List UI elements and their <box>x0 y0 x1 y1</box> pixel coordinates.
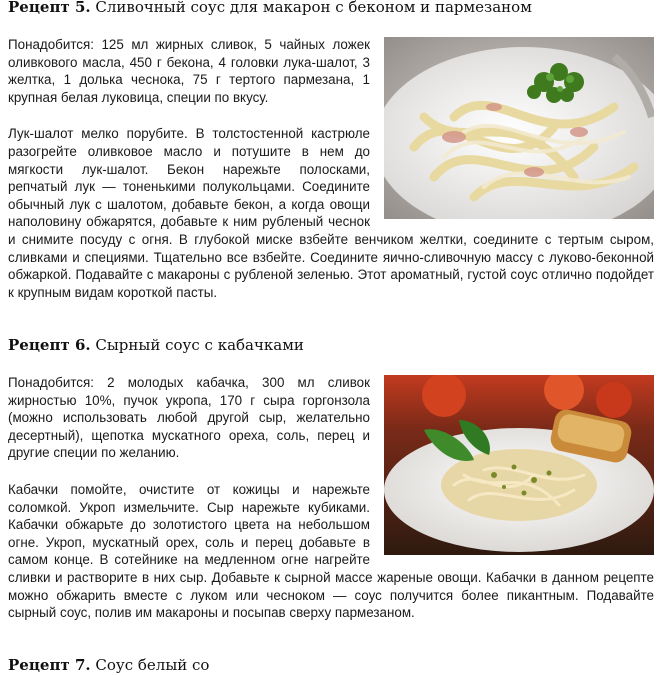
recipe-6-label: Рецепт 6. <box>8 336 91 354</box>
creamy-pasta-photo <box>384 37 654 219</box>
recipe-6-heading <box>8 335 654 355</box>
recipe-7-title: Соус белый со <box>95 656 210 674</box>
cheese-pasta-photo <box>384 375 654 555</box>
recipe-5-title: Сливочный соус для макарон с беконом и пармезаном <box>95 0 532 16</box>
recipe-6-steps: Кабачки помойте, очистите от кожицы и нарежьте соломкой. Укроп измельчите. Сыр нарежьте кубиками. Кабачки обжарьте до золотистого цвета на небольшом огне. Укроп, мускатный орех, соль и перец добавьте в самом конце. В сотейнике на медленном огне нагрейте сливки и растворите в них сыр. Добавьте к сырной массе жареные овощи. Кабачки в данном рецепте можно обжарить вместе с луком или чесноком — соус получится более пикантным. Подавайте сырный соус, полив им макароны и посыпав сверху пармезаном. <box>8 481 654 621</box>
recipe-5 <box>8 0 654 301</box>
recipe-5-steps: Лук-шалот мелко порубите. В толстостенной кастрюле разогрейте оливковое масло и потушите в нем до мягкости лук-шалот. Бекон нарежьте полосками, репчатый лук — тоненькими полукольцами. Соедините обычный лук с шалотом, добавьте бекон, а когда овощи наполовину обжарятся, добавьте к ним рубленый чеснок и снимите посуду с огня. В глубокой миске взбейте венчиком желтки, соедините с тертым сыром, сливками и специями. Тщательно все взбейте. Соедините яично-сливочную массу с луково-беконной обжаркой. Подавайте с макароны с рубленой зеленью. Этот ароматный, густой соус отлично подойдет к крупным видам короткой пасты. <box>8 126 654 300</box>
recipe-5-heading <box>8 0 654 17</box>
recipe-6-title: Сырный соус с кабачками <box>95 336 304 354</box>
recipe-5-label: Рецепт 5. <box>8 0 91 16</box>
recipe-5-ingredients: Понадобится: 125 мл жирных сливок, 5 чайных ложек оливкового масла, 450 г бекона, 4 головки лука-шалот, 3 желтка, 1 долька чеснока, 75 г тертого пармезана, 1 крупная белая луковица, специи по вкусу. <box>8 37 370 105</box>
recipe-7-label: Рецепт 7. <box>8 656 91 674</box>
recipe-6-ingredients: Понадобится: 2 молодых кабачка, 300 мл сливок жирностью 10%, пучок укропа, 170 г сыра горгонзола (можно использовать любой другой сыр, желательно десертный), щепотка мускатного ореха, соль, перец и другие специи по желанию. <box>8 375 370 461</box>
recipe-7-heading <box>8 655 209 675</box>
recipe-6 <box>8 335 654 622</box>
